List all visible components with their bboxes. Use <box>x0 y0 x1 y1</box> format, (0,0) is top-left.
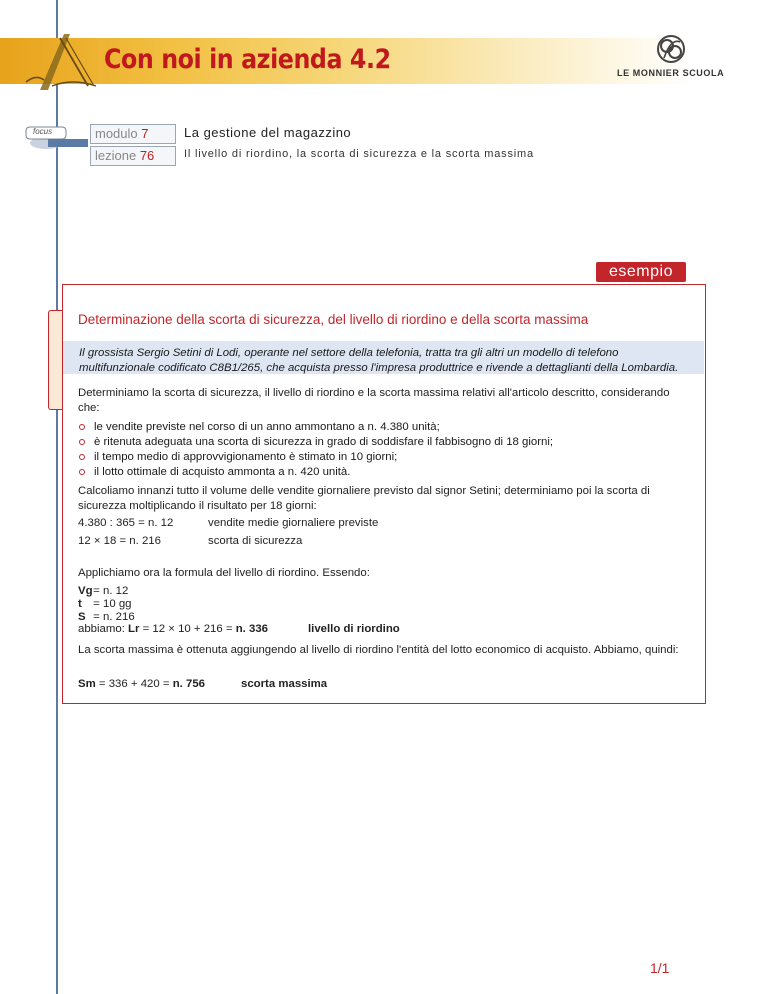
list-item: le vendite previste nel corso di un anno ammontano a n. 4.380 unità; <box>78 420 690 435</box>
module-number: 7 <box>141 126 149 141</box>
calc-desc-2: scorta di sicurezza <box>208 535 303 547</box>
variable-s: S = n. 216 <box>78 611 135 623</box>
reorder-level-line: abbiamo: Lr = 12 × 10 + 216 = n. 336 <box>78 623 269 635</box>
module-label: modulo <box>95 126 138 141</box>
publisher-emblem-icon <box>654 32 688 66</box>
scenario-box: Il grossista Sergio Setini di Lodi, operante nel settore della telefonia, tratta tra gli altri un modello di telefono multifunzionale codificato C8B1/265, che acquista presso l'impresa produttrice e rivende a dettaglianti della Lombardia. <box>63 341 704 374</box>
calc-line-2: 12 × 18 = n. 216 <box>78 535 161 547</box>
variable-t: t = 10 gg <box>78 598 132 610</box>
series-logo-icon <box>22 28 104 92</box>
assumption-list <box>78 420 690 480</box>
book-title: Con noi in azienda 4.2 <box>104 44 391 75</box>
module-title: La gestione del magazzino <box>184 125 352 140</box>
bullet-icon <box>79 439 85 445</box>
list-item: il tempo medio di approvvigionamento è stimato in 10 giorni; <box>78 450 690 465</box>
publisher-name: LE MONNIER SCUOLA <box>617 68 725 78</box>
calc-desc-1: vendite medie giornaliere previste <box>208 517 379 529</box>
calc-line-1: 4.380 : 365 = n. 12 <box>78 517 174 529</box>
lesson-title: Il livello di riordino, la scorta di sicurezza e la scorta massima <box>184 148 534 160</box>
bullet-icon <box>79 424 85 430</box>
lesson-badge <box>90 146 176 166</box>
intro-paragraph: Determiniamo la scorta di sicurezza, il livello di riordino e la scorta massima relativi all'articolo descritto, considerando che: <box>78 387 670 414</box>
max-stock-label: scorta massima <box>241 678 328 690</box>
side-tab <box>48 310 63 410</box>
bullet-icon <box>79 469 85 475</box>
max-stock-line: Sm = 336 + 420 = n. 756 <box>78 678 205 690</box>
list-item: è ritenuta adeguata una scorta di sicurezza in grado di soddisfare il fabbisogno di 18 giorni; <box>78 435 690 450</box>
lesson-number: 76 <box>139 148 155 163</box>
module-badge <box>90 124 176 144</box>
calc-paragraph: Calcoliamo innanzi tutto il volume delle vendite giornaliere previsto dal signor Setini; determiniamo poi la scorta di sicurezza moltiplicando il risultato per 18 giorni: <box>78 485 650 512</box>
variable-vg: Vg = n. 12 <box>78 585 129 597</box>
bullet-icon <box>79 454 85 460</box>
example-badge: esempio <box>596 262 686 282</box>
list-item: il lotto ottimale di acquisto ammonta a n. 420 unità. <box>78 465 690 480</box>
example-title: Determinazione della scorta di sicurezza, del livello di riordino e della scorta massima <box>78 312 589 327</box>
reorder-level-label: livello di riordino <box>308 623 400 635</box>
header <box>0 28 768 98</box>
lesson-label: lezione <box>95 148 137 163</box>
page-number: 1/1 <box>650 960 670 976</box>
focus-label: focus <box>33 127 53 136</box>
max-stock-paragraph: La scorta massima è ottenuta aggiungendo al livello di riordino l'entità del lotto economico di acquisto. Abbiamo, quindi: <box>78 644 679 656</box>
formula-paragraph: Applichiamo ora la formula del livello di riordino. Essendo: <box>78 567 370 579</box>
